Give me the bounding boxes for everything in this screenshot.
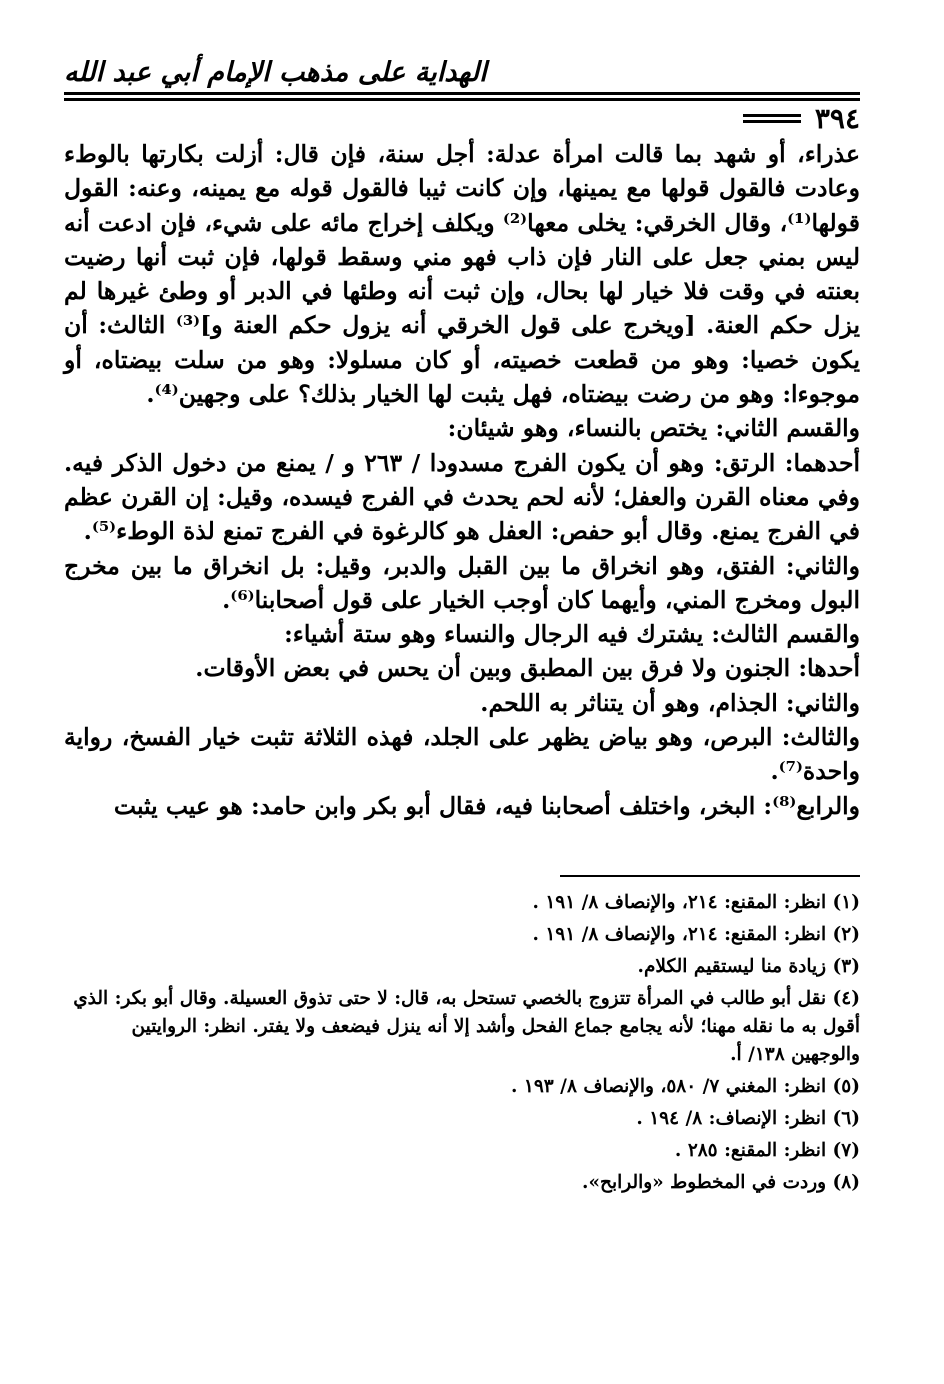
footnote: (٢) انظر: المقنع: ٢١٤، والإنصاف ٨/ ١٩١ . <box>532 923 860 945</box>
folio-row <box>64 101 860 135</box>
paragraph: والقسم الثالث: يشترك فيه الرجال والنساء وهو ستة أشياء: <box>284 620 860 649</box>
paragraph: والثاني: الجذام، وهو أن يتناثر به اللحم. <box>480 688 860 717</box>
footnote: (٣) زيادة منا ليستقيم الكلام. <box>637 955 860 977</box>
page-number: ٣٩٤ <box>814 101 860 135</box>
paragraph: والرابع⁽⁸⁾: البخر، واختلف أصحابنا فيه، فقال أبو بكر وابن حامد: هو عيب يثبت <box>113 791 860 820</box>
footnotes <box>64 889 860 1197</box>
paragraph: والقسم الثاني: يختص بالنساء، وهو شيئان: <box>447 414 860 443</box>
footnote: (٥) انظر: المغني ٧/ ٥٨٠، والإنصاف ٨/ ١٩٣ . <box>511 1075 860 1097</box>
folio-double-rule <box>743 114 801 123</box>
main-text <box>64 137 860 823</box>
footnote: (٤) نقل أبو طالب في المرأة تتزوج بالخصي تستحل به، قال: لا حتى تذوق العسيلة. وقال أبو بكر: الذي أقول به ما نقله مهنا؛ لأنه يجامع جماع الفحل وأشد إلا أنه ينزل فيضعف ولا يفتر. انظر: الروايتين والوجهين ١٣٨/ أ. <box>73 987 860 1065</box>
paragraph: أحدها: الجنون ولا فرق بين المطبق وبين أن يحس في بعض الأوقات. <box>195 654 860 683</box>
paragraph: والثالث: البرص، وهو بياض يظهر على الجلد، فهذه الثلاثة تثبت خيار الفسخ، رواية واحدة⁽⁷⁾. <box>64 723 860 786</box>
running-title: الهداية على مذهب الإمام أبي عبد الله <box>64 57 487 88</box>
paragraph: أحدهما: الرتق: وهو أن يكون الفرج مسدودا / ٢٦٣ و / يمنع من دخول الذكر فيه. وفي معناه القرن والعفل؛ لأنه لحم يحدث في الفرج فيسده، وقيل: إن القرن عظم في الفرج يمنع. وقال أبو حفص: العفل هو كالرغوة في الفرج تمنع لذة الوطء⁽⁵⁾. <box>64 448 861 546</box>
header-double-rule <box>64 92 860 101</box>
footnote: (٦) انظر: الإنصاف: ٨/ ١٩٤ . <box>636 1107 860 1129</box>
footnote: (٧) انظر: المقنع: ٢٨٥ . <box>674 1139 860 1161</box>
footnote: (١) انظر: المقنع: ٢١٤، والإنصاف ٨/ ١٩١ . <box>532 891 860 913</box>
footnote: (٨) وردت في المخطوط «والرابح». <box>582 1171 860 1193</box>
paragraph: والثاني: الفتق، وهو انخراق ما بين القبل والدبر، وقيل: بل انخراق ما بين مخرج البول ومخرج المني، وأيهما كان أوجب الخيار على قول أصحابنا⁽⁶⁾. <box>64 551 860 614</box>
footnote-separator <box>560 875 860 877</box>
paragraph: عذراء، أو شهد بما قالت امرأة عدلة: أجل سنة، فإن قال: أزلت بكارتها بالوطء وعادت فالقول قولها مع يمينها، وإن كانت ثيبا فالقول قوله مع يمينه، وعنه: القول قولها⁽¹⁾، وقال الخرقي: يخلى معها⁽²⁾ ويكلف إخراج مائه على شيء، فإن ادعت أنه ليس بمني جعل على النار فإن ذاب فهو مني وسقط قولها، فإن ثبت أنها رضيت بعنته في وقت فلا خيار لها بحال، وإن ثبت أنه وطئها في الدبر أو وطئ غيرها لم يزل حكم العنة. [ويخرج على قول الخرقي أنه يزول حكم العنة و]⁽³⁾ الثالث: أن يكون خصيا: وهو من قطعت خصيته، أو كان مسلولا: وهو من سلت بيضتاه، أو موجوءا: وهو من رضت بيضتاه، فهل يثبت لها الخيار بذلك؟ على وجهين⁽⁴⁾. <box>64 140 860 409</box>
